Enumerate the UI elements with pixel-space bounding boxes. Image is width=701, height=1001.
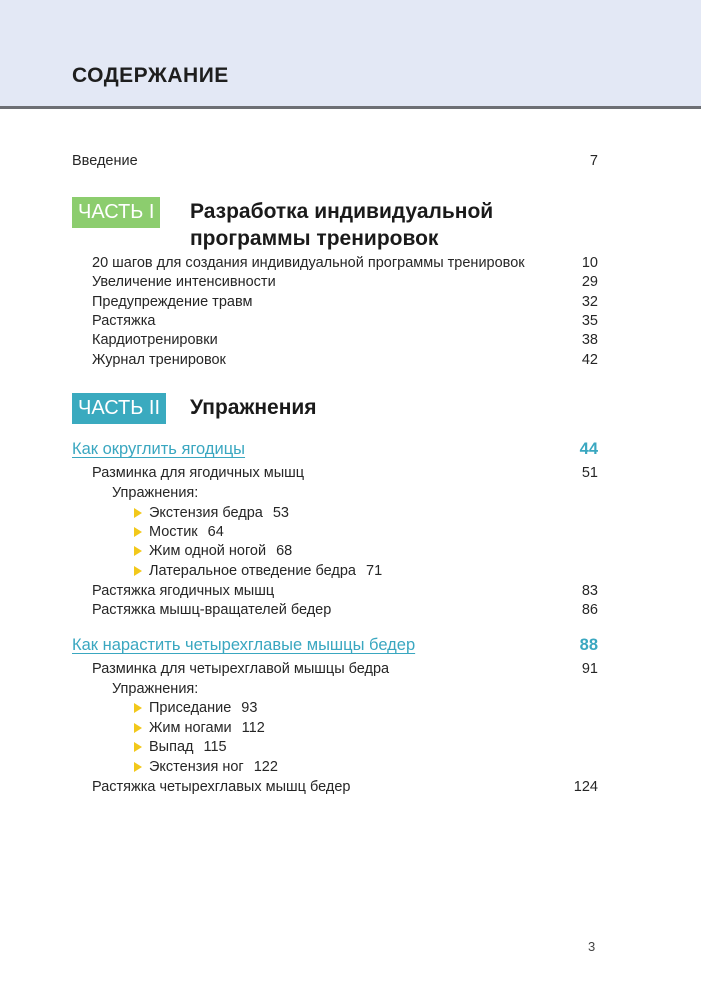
part-2-title: Упражнения: [190, 396, 317, 419]
toc-entry-warmup[interactable]: [92, 465, 598, 481]
exercise-label: Экстензия ног: [149, 759, 244, 775]
toc-entry-page: 10: [581, 255, 598, 271]
toc-entry[interactable]: [92, 779, 598, 795]
toc-entry-label: Растяжка мышц-вращателей бедер: [92, 602, 332, 618]
exercise-label: Латеральное отведение бедра: [149, 563, 356, 579]
toc-entry-label: Растяжка ягодичных мышц: [92, 583, 275, 599]
toc-entry[interactable]: [92, 274, 598, 290]
toc-entry[interactable]: [92, 602, 598, 618]
triangle-bullet-icon: [134, 723, 142, 733]
exercise-label: Экстензия бедра: [149, 505, 263, 521]
part-2-badge: ЧАСТЬ II: [72, 393, 166, 424]
section-glutes[interactable]: [72, 440, 598, 459]
toc-entry-label: Разминка для четырехглавой мышцы бедра: [92, 661, 390, 677]
triangle-bullet-icon: [134, 527, 142, 537]
header-band: [0, 0, 701, 106]
triangle-bullet-icon: [134, 508, 142, 518]
exercise-label: Жим одной ногой: [149, 543, 267, 559]
exercise-item[interactable]: [134, 720, 265, 736]
exercise-page: 53: [272, 505, 289, 521]
page-number: 3: [588, 939, 596, 954]
toc-entry-label: Растяжка четырехглавых мышц бедер: [92, 779, 351, 795]
section-title: Как округлить ягодицы: [72, 440, 246, 458]
exercise-item[interactable]: [134, 700, 257, 716]
exercise-item[interactable]: [134, 563, 382, 579]
header-divider: [0, 106, 701, 109]
triangle-bullet-icon: [134, 742, 142, 752]
section-quadriceps[interactable]: [72, 636, 598, 655]
toc-entry-page: 32: [581, 294, 598, 310]
toc-entry-label: Разминка для ягодичных мышц: [92, 465, 305, 481]
triangle-bullet-icon: [134, 703, 142, 713]
toc-entry[interactable]: [92, 255, 598, 271]
toc-entry-page: 83: [581, 583, 598, 599]
toc-entry-page: 51: [581, 465, 598, 481]
toc-entry-page: 91: [581, 661, 598, 677]
exercise-page: 115: [203, 739, 227, 755]
exercises-heading: Упражнения:: [112, 485, 199, 501]
toc-entry[interactable]: [92, 332, 598, 348]
exercise-page: 71: [366, 563, 383, 579]
page-title: СОДЕРЖАНИЕ: [72, 64, 229, 87]
toc-entry-intro[interactable]: [72, 153, 598, 169]
toc-entry-label: Растяжка: [92, 313, 156, 329]
toc-entry-label: Журнал тренировок: [92, 352, 226, 368]
section-page: 44: [579, 440, 598, 458]
exercise-item[interactable]: [134, 739, 227, 755]
toc-entry[interactable]: [92, 352, 598, 368]
toc-entry[interactable]: [92, 313, 598, 329]
exercise-label: Выпад: [149, 739, 194, 755]
part-1-badge: ЧАСТЬ I: [72, 197, 160, 228]
toc-entry-page: 42: [581, 352, 598, 368]
exercise-page: 68: [276, 543, 293, 559]
exercise-item[interactable]: [134, 543, 292, 559]
section-title: Как нарастить четырехглавые мышцы бедер: [72, 636, 416, 654]
exercise-item[interactable]: [134, 524, 224, 540]
toc-entry-page: 7: [589, 153, 598, 169]
toc-entry-label: Предупреждение травм: [92, 294, 253, 310]
exercise-item[interactable]: [134, 759, 278, 775]
exercise-page: 93: [241, 700, 258, 716]
triangle-bullet-icon: [134, 762, 142, 772]
toc-entry-label: Введение: [72, 153, 138, 169]
exercise-label: Жим ногами: [149, 720, 232, 736]
exercise-page: 64: [207, 524, 224, 540]
toc-entry-label: Кардиотренировки: [92, 332, 218, 348]
part-1-title-line-2: программы тренировок: [190, 227, 439, 250]
toc-entry-page: 38: [581, 332, 598, 348]
toc-entry[interactable]: [92, 294, 598, 310]
exercise-label: Приседание: [149, 700, 232, 716]
triangle-bullet-icon: [134, 566, 142, 576]
toc-entry-page: 86: [581, 602, 598, 618]
exercises-heading: Упражнения:: [112, 681, 199, 697]
exercise-page: 122: [253, 759, 278, 775]
exercise-label: Мостик: [149, 524, 198, 540]
toc-entry-page: 35: [581, 313, 598, 329]
toc-entry-page: 29: [581, 274, 598, 290]
part-1-title-line-1: Разработка индивидуальной: [190, 200, 494, 223]
toc-entry-warmup[interactable]: [92, 661, 598, 677]
triangle-bullet-icon: [134, 546, 142, 556]
toc-entry-page: 124: [573, 779, 598, 795]
toc-entry[interactable]: [92, 583, 598, 599]
toc-entry-label: 20 шагов для создания индивидуальной программы тренировок: [92, 255, 525, 271]
exercise-page: 112: [241, 720, 265, 736]
exercise-item[interactable]: [134, 505, 289, 521]
section-page: 88: [579, 636, 598, 654]
toc-entry-label: Увеличение интенсивности: [92, 274, 276, 290]
